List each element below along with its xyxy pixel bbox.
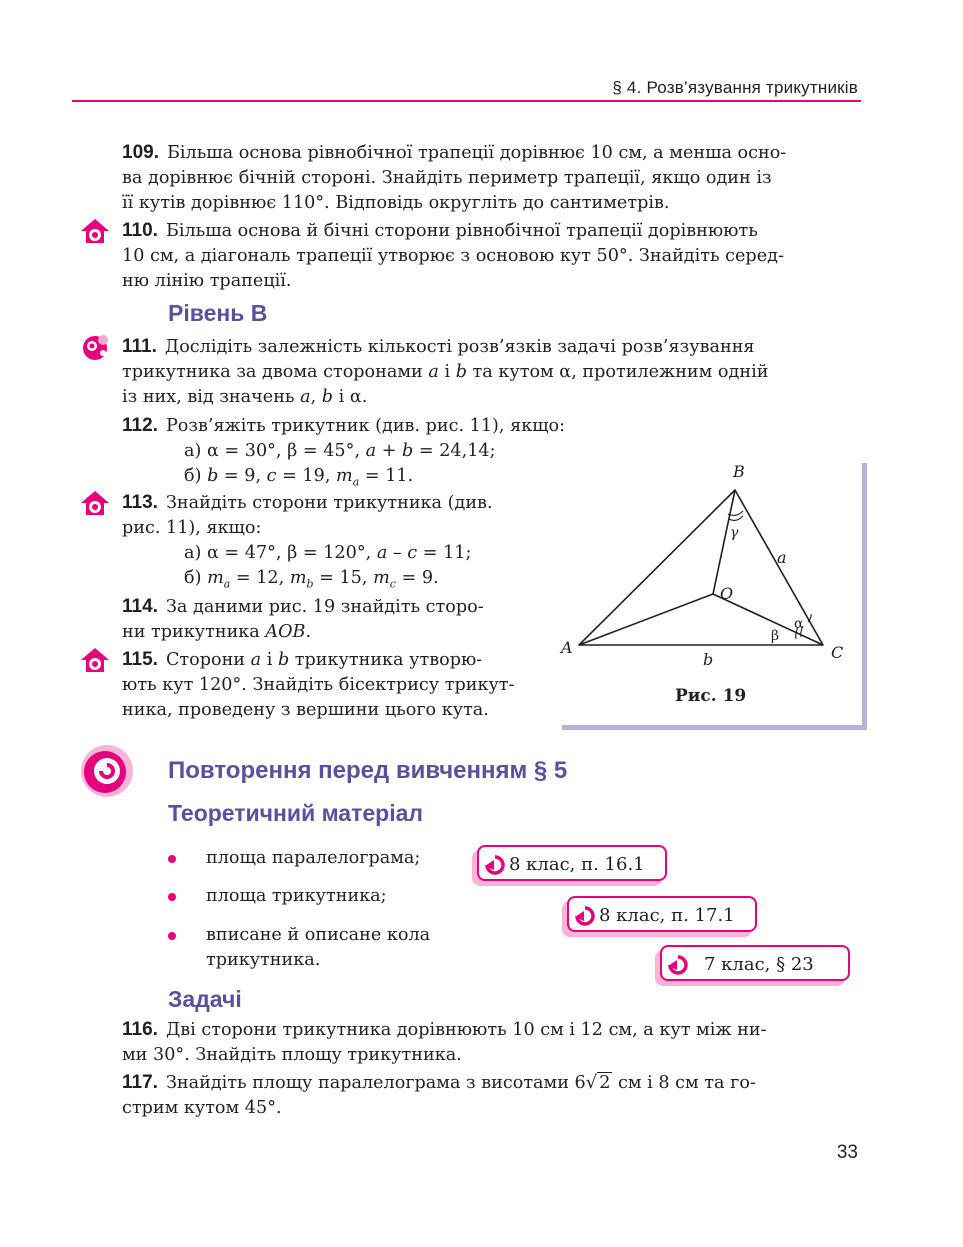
research-icon	[82, 333, 110, 361]
spiral-icon	[80, 744, 134, 798]
reference-label: 8 клас, п. 16.1	[509, 854, 645, 875]
problem-113	[122, 490, 534, 597]
problem-number: 111.	[122, 336, 157, 357]
problem-number: 110.	[122, 220, 158, 241]
problem-number: 114.	[122, 596, 158, 617]
circular-arrow-icon	[485, 855, 505, 875]
problem-114	[122, 594, 534, 645]
page-number: 33	[836, 1142, 858, 1163]
problem-109	[122, 140, 854, 216]
problem-text: ми 30°. Знайдіть площу трикутника.	[122, 1045, 462, 1065]
problem-text: ють кут 120°. Знайдіть бісектрису трикут-	[122, 675, 515, 695]
section-title: Повторення перед вивченням § 5	[168, 757, 568, 784]
problem-number: 115.	[122, 649, 158, 670]
tasks-title: Задачі	[168, 986, 242, 1012]
problem-number: 112.	[122, 415, 158, 436]
theory-item: площа трикутника;	[206, 886, 387, 906]
problem-text: ни трикутника AOB.	[122, 622, 312, 642]
bullet-dot	[168, 855, 176, 863]
vertex-label-b: B	[733, 462, 745, 481]
problem-text: Більша основа й бічні сторони рівнобічної трапеції дорівнюють	[165, 221, 758, 241]
problem-text: Дослідіть залежність кількості розв’язків задачі розв’язування	[164, 337, 755, 357]
theory-item: вписане й описане кола трикутника.	[206, 925, 431, 970]
problem-text: Знайдіть сторони трикутника (див.	[165, 493, 493, 513]
radicand: 2	[599, 1073, 611, 1093]
figure-caption: Рис. 19	[675, 686, 747, 706]
problem-part-b: б) $m_a = 12$, $m_b = 15$, $m_c = 9$.	[184, 568, 439, 591]
house-arrow-icon	[80, 647, 110, 673]
vertex-label-c: C	[831, 643, 844, 662]
side-label-b: b	[703, 650, 714, 669]
problem-117: 117. Знайдіть площу паралелограма з висотами 6√ 2 см і 8 см та го- стрим кутом 45°.	[122, 1070, 854, 1121]
problem-text: 10 см, а діагональ трапеції утворює з основою кут 50°. Знайдіть серед-	[122, 246, 784, 266]
triangle-figure	[555, 455, 865, 695]
problem-text: Розв’яжіть трикутник (див. рис. 11), якщо:	[165, 416, 566, 436]
problem-text: Більша основа рівнобічної трапеції дорівнює 10 см, а менша осно-	[166, 143, 787, 163]
circular-arrow-icon	[575, 906, 595, 926]
angle-label-alpha: α	[794, 616, 804, 632]
problem-text: трикутника за двома сторонами a і b та кутом α, протилежним одній	[122, 362, 769, 382]
problem-115: 115. Сторони a і b трикутника утворю- ють кут 120°. Знайдіть бісектрису трикут- ника, проведену з вершини цього кута.	[122, 647, 534, 723]
problem-part-a: а) α = 30°, β = 45°, a + b = 24,14;	[184, 441, 496, 461]
problem-text: Дві сторони трикутника дорівнюють 10 см і 12 см, а кут між ни-	[165, 1020, 767, 1040]
level-title: Рівень В	[168, 300, 268, 326]
problem-number: 109.	[122, 142, 159, 163]
reference-link[interactable]	[567, 896, 757, 932]
vertex-label-o: O	[720, 584, 734, 603]
problem-text: ва дорівнює бічній стороні. Знайдіть периметр трапеції, якщо один із	[122, 168, 772, 188]
angle-label-beta: β	[771, 628, 780, 644]
problem-text: ню лінію трапеції.	[122, 271, 292, 291]
reference-label: 7 клас, § 23	[704, 954, 814, 975]
theory-item: площа паралелограма;	[206, 848, 421, 868]
problem-text: її кутів дорівнює 110°. Відповідь округліть до сантиметрів.	[122, 193, 670, 213]
side-label-a: a	[777, 548, 787, 567]
theory-title: Теоретичний матеріал	[168, 800, 423, 826]
problem-text: рис. 11), якщо:	[122, 518, 262, 538]
house-arrow-icon	[80, 490, 110, 516]
running-header: § 4. Розв’язування трикутників	[612, 78, 858, 97]
problem-text: стрим кутом 45°.	[122, 1098, 282, 1118]
header-rule	[72, 100, 861, 102]
problem-112	[122, 413, 566, 495]
angle-label-gamma: γ	[730, 525, 739, 541]
problem-part-a: а) α = 47°, β = 120°, a – c = 11;	[184, 543, 472, 563]
circular-arrow-icon	[668, 955, 688, 975]
problem-text: із них, від значень a, b і α.	[122, 387, 368, 407]
bullet-dot	[168, 932, 176, 940]
problem-number: 116.	[122, 1019, 158, 1040]
problem-text: ника, проведену з вершини цього кута.	[122, 700, 489, 720]
problem-111	[122, 334, 854, 410]
problem-part-b: б) b = 9, c = 19, $m_a = 11$.	[184, 466, 414, 489]
problem-number: 117.	[122, 1072, 158, 1093]
reference-link[interactable]	[477, 845, 667, 881]
reference-link[interactable]	[660, 945, 850, 981]
bullet-dot	[168, 893, 176, 901]
problem-116	[122, 1017, 854, 1068]
house-arrow-icon	[80, 218, 110, 244]
problem-text: За даними рис. 19 знайдіть сторо-	[165, 597, 484, 617]
problem-number: 113.	[122, 492, 158, 513]
reference-label: 8 клас, п. 17.1	[599, 905, 735, 926]
vertex-label-a: A	[561, 638, 573, 657]
problem-110	[122, 218, 854, 294]
